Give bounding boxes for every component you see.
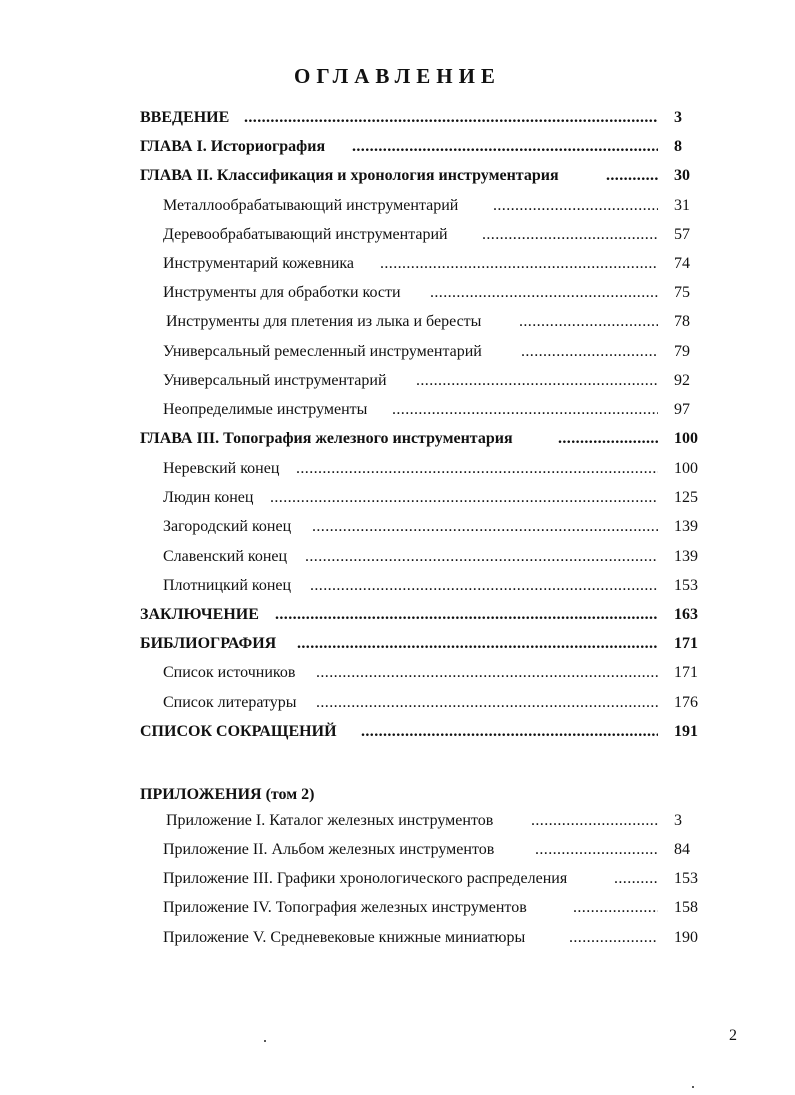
toc-entry-page: 8 xyxy=(674,138,682,155)
toc-entry-page: 191 xyxy=(674,723,698,740)
toc-entry-label: Плотницкий конец xyxy=(163,577,292,594)
dot-leader xyxy=(310,575,658,597)
toc-entry-label: СПИСОК СОКРАЩЕНИЙ xyxy=(140,723,337,740)
toc-entry-section xyxy=(0,195,795,217)
toc-entry-label: Список литературы xyxy=(163,694,297,711)
toc-entry-page: 139 xyxy=(674,548,698,565)
toc-entry-label: ГЛАВА II. Классификация и хронология инструментария xyxy=(140,167,559,184)
toc-entry-label: БИБЛИОГРАФИЯ xyxy=(140,635,277,652)
toc-entry-page: 79 xyxy=(674,343,690,360)
appendix-label: Приложение II. Альбом железных инструментов xyxy=(163,841,495,858)
toc-entry-label: Универсальный ремесленный инструментарий xyxy=(163,343,482,360)
dot-leader xyxy=(606,165,658,187)
dot-leader xyxy=(297,633,658,655)
appendix-entry xyxy=(0,868,795,890)
toc-entry-page: 75 xyxy=(674,284,690,301)
toc-entry-section xyxy=(0,311,795,333)
dot-leader xyxy=(296,458,658,480)
dot-leader xyxy=(416,370,658,392)
toc-entry-section xyxy=(0,253,795,275)
toc-entry-page: 31 xyxy=(674,197,690,214)
toc-entry-page: 97 xyxy=(674,401,690,418)
dot-leader xyxy=(482,224,658,246)
toc-entry-label: Деревообрабатывающий инструментарий xyxy=(163,226,448,243)
dot-leader xyxy=(352,136,658,158)
dot-leader xyxy=(312,516,658,538)
toc-entry-section xyxy=(0,662,795,684)
dot-leader xyxy=(305,546,658,568)
toc-entry-page: 100 xyxy=(674,430,698,447)
toc-entry-label: Неопределимые инструменты xyxy=(163,401,368,418)
dot-leader xyxy=(535,839,658,861)
scan-speck xyxy=(692,1086,694,1088)
toc-entry-page: 74 xyxy=(674,255,690,272)
dot-leader xyxy=(519,311,658,333)
dot-leader xyxy=(275,604,658,626)
toc-entry-page: 176 xyxy=(674,694,698,711)
appendix-entry xyxy=(0,897,795,919)
toc-entry-page: 171 xyxy=(674,664,698,681)
appendix-entry xyxy=(0,839,795,861)
toc-entry-label: Неревский конец xyxy=(163,460,280,477)
toc-entry-section xyxy=(0,224,795,246)
appendix-page: 3 xyxy=(674,812,682,829)
toc-entry-label: ЗАКЛЮЧЕНИЕ xyxy=(140,606,259,623)
appendix-entry xyxy=(0,927,795,949)
toc-entry-conclusion xyxy=(0,604,795,626)
appendix-label: Приложение V. Средневековые книжные миниатюры xyxy=(163,929,526,946)
toc-entry-bibliography xyxy=(0,633,795,655)
appendix-entry xyxy=(0,810,795,832)
toc-entry-section xyxy=(0,282,795,304)
appendix-label: Приложение I. Каталог железных инструментов xyxy=(166,812,494,829)
toc-entry-label: Инструменты для обработки кости xyxy=(163,284,401,301)
toc-entry-label: Славенский конец xyxy=(163,548,288,565)
appendix-label: Приложение III. Графики хронологического распределения xyxy=(163,870,568,887)
scan-speck xyxy=(264,1040,266,1042)
toc-entry-abbreviations xyxy=(0,721,795,743)
toc-entry-label: ГЛАВА III. Топография железного инструментария xyxy=(140,430,513,447)
toc-entry-label: Людин конец xyxy=(163,489,254,506)
toc-entry-section xyxy=(0,370,795,392)
toc-entry-page: 30 xyxy=(674,167,690,184)
dot-leader xyxy=(392,399,658,421)
toc-entry-label: Универсальный инструментарий xyxy=(163,372,387,389)
toc-entry-section xyxy=(0,546,795,568)
toc-entry-introduction xyxy=(0,107,795,129)
appendix-page: 153 xyxy=(674,870,698,887)
toc-entry-page: 139 xyxy=(674,518,698,535)
toc-entry-chapter-2 xyxy=(0,165,795,187)
appendix-label: Приложение IV. Топография железных инструментов xyxy=(163,899,527,916)
toc-entry-label: ВВЕДЕНИЕ xyxy=(140,109,230,126)
dot-leader xyxy=(531,810,658,832)
toc-entry-label: Металлообрабатывающий инструментарий xyxy=(163,197,459,214)
toc-entry-section xyxy=(0,487,795,509)
dot-leader xyxy=(361,721,658,743)
page-number: 2 xyxy=(729,1027,737,1044)
toc-entry-section xyxy=(0,341,795,363)
dot-leader xyxy=(270,487,658,509)
dot-leader xyxy=(430,282,658,304)
dot-leader xyxy=(493,195,658,217)
dot-leader xyxy=(614,868,658,890)
dot-leader xyxy=(316,662,658,684)
toc-entry-page: 100 xyxy=(674,460,698,477)
dot-leader xyxy=(380,253,658,275)
appendix-page: 84 xyxy=(674,841,690,858)
dot-leader xyxy=(244,107,658,129)
toc-entry-section xyxy=(0,692,795,714)
toc-entry-page: 57 xyxy=(674,226,690,243)
dot-leader xyxy=(521,341,658,363)
toc-entry-chapter-1 xyxy=(0,136,795,158)
toc-entry-page: 92 xyxy=(674,372,690,389)
toc-entry-label: Инструментарий кожевника xyxy=(163,255,355,272)
appendices-heading: ПРИЛОЖЕНИЯ (том 2) xyxy=(140,786,315,803)
dot-leader xyxy=(558,428,658,450)
toc-entry-page: 78 xyxy=(674,313,690,330)
toc-entry-section xyxy=(0,575,795,597)
dot-leader xyxy=(569,927,658,949)
dot-leader xyxy=(316,692,658,714)
toc-entry-chapter-3 xyxy=(0,428,795,450)
toc-entry-page: 125 xyxy=(674,489,698,506)
toc-entry-label: Инструменты для плетения из лыка и бересты xyxy=(166,313,482,330)
toc-entry-page: 153 xyxy=(674,577,698,594)
toc-entry-page: 163 xyxy=(674,606,698,623)
toc-entry-label: Список источников xyxy=(163,664,296,681)
appendix-page: 190 xyxy=(674,929,698,946)
toc-entry-page: 171 xyxy=(674,635,698,652)
dot-leader xyxy=(573,897,658,919)
page-title: ОГЛАВЛЕНИЕ xyxy=(294,64,501,88)
appendix-page: 158 xyxy=(674,899,698,916)
toc-entry-section xyxy=(0,458,795,480)
toc-entry-page: 3 xyxy=(674,109,682,126)
toc-entry-section xyxy=(0,516,795,538)
toc-entry-label: ГЛАВА I. Историография xyxy=(140,138,326,155)
toc-entry-section xyxy=(0,399,795,421)
toc-entry-label: Загородский конец xyxy=(163,518,292,535)
